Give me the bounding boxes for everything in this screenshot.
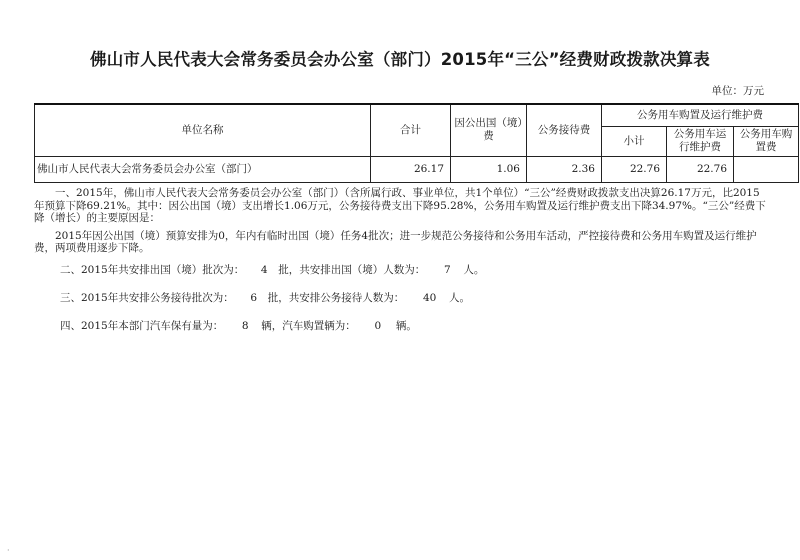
cell-unit-name: 佛山市人民代表大会常务委员会办公室（部门） — [35, 156, 371, 182]
reception-people-value: 40 — [422, 292, 437, 304]
header-reception: 公务接待费 — [527, 104, 602, 156]
vehicles-purchased-value: 0 — [374, 320, 382, 332]
reception-batches-value: 6 — [250, 292, 258, 304]
expense-table — [34, 103, 799, 183]
vehicle-stats — [60, 318, 417, 333]
cell-subtotal: 22.76 — [602, 156, 667, 182]
scan-speck: · — [7, 546, 10, 555]
vehicles-owned-value: 8 — [241, 320, 249, 332]
cell-total: 26.17 — [371, 156, 451, 182]
explanation-paragraph-1: 一、2015年，佛山市人民代表大会常务委员会办公室（部门）（含所属行政、事业单位，共1个单位）“三公”经费财政拨款支出决算26.17万元，比2015年预算下降69.21%。其中：因公出国（境）支出增长1.06万元，公务接待费支出下降95.28%，公务用车购置及运行维护费支出下降34.97%。“三公”经费下降（增长）的主要原因是： — [34, 187, 766, 224]
header-subtotal: 小计 — [602, 126, 667, 156]
header-vehicle-operation: 公务用车运行维护费 — [667, 126, 734, 156]
explanation-notes — [34, 187, 769, 255]
header-vehicle-purchase: 公务用车购置费 — [734, 126, 799, 156]
vehicle-stats-prefix: 四、2015年本部门汽车保有量为： — [60, 320, 224, 332]
header-total: 合计 — [371, 104, 451, 156]
reception-stats — [60, 290, 470, 305]
header-vehicle-group: 公务用车购置及运行维护费 — [602, 104, 799, 126]
page-title: 佛山市人民代表大会常务委员会办公室（部门）2015年“三公”经费财政拨款决算表 — [90, 50, 710, 69]
abroad-stats — [60, 262, 484, 277]
vehicle-stats-suffix: 辆。 — [395, 320, 417, 332]
vehicle-stats-middle: 辆，汽车购置辆为： — [261, 320, 356, 332]
table-row — [35, 156, 799, 182]
reception-stats-prefix: 三、2015年共安排公务接待批次为： — [60, 292, 234, 304]
abroad-batches-value: 4 — [260, 264, 268, 276]
abroad-people-value: 7 — [443, 264, 451, 276]
explanation-paragraph-2: 2015年因公出国（境）预算安排为0，年内有临时出国（境）任务4批次；进一步规范公务接待和公务用车活动，严控接待费和公务用车购置及运行维护费，两项费用逐步下降。 — [34, 229, 757, 254]
abroad-stats-suffix: 人。 — [463, 264, 485, 276]
reception-stats-middle: 批，共安排公务接待人数为： — [267, 292, 405, 304]
table-header-row-1 — [35, 104, 799, 126]
abroad-stats-middle: 批，共安排出国（境）人数为： — [278, 264, 426, 276]
unit-label: 单位：万元 — [711, 85, 764, 97]
cell-vehicle-operation: 22.76 — [667, 156, 734, 182]
reception-stats-suffix: 人。 — [449, 292, 471, 304]
abroad-stats-prefix: 二、2015年共安排出国（境）批次为： — [60, 264, 245, 276]
header-unit-name: 单位名称 — [35, 104, 371, 156]
cell-vehicle-purchase — [734, 156, 799, 182]
header-abroad: 因公出国（境）费 — [451, 104, 527, 156]
cell-reception: 2.36 — [527, 156, 602, 182]
cell-abroad: 1.06 — [451, 156, 527, 182]
